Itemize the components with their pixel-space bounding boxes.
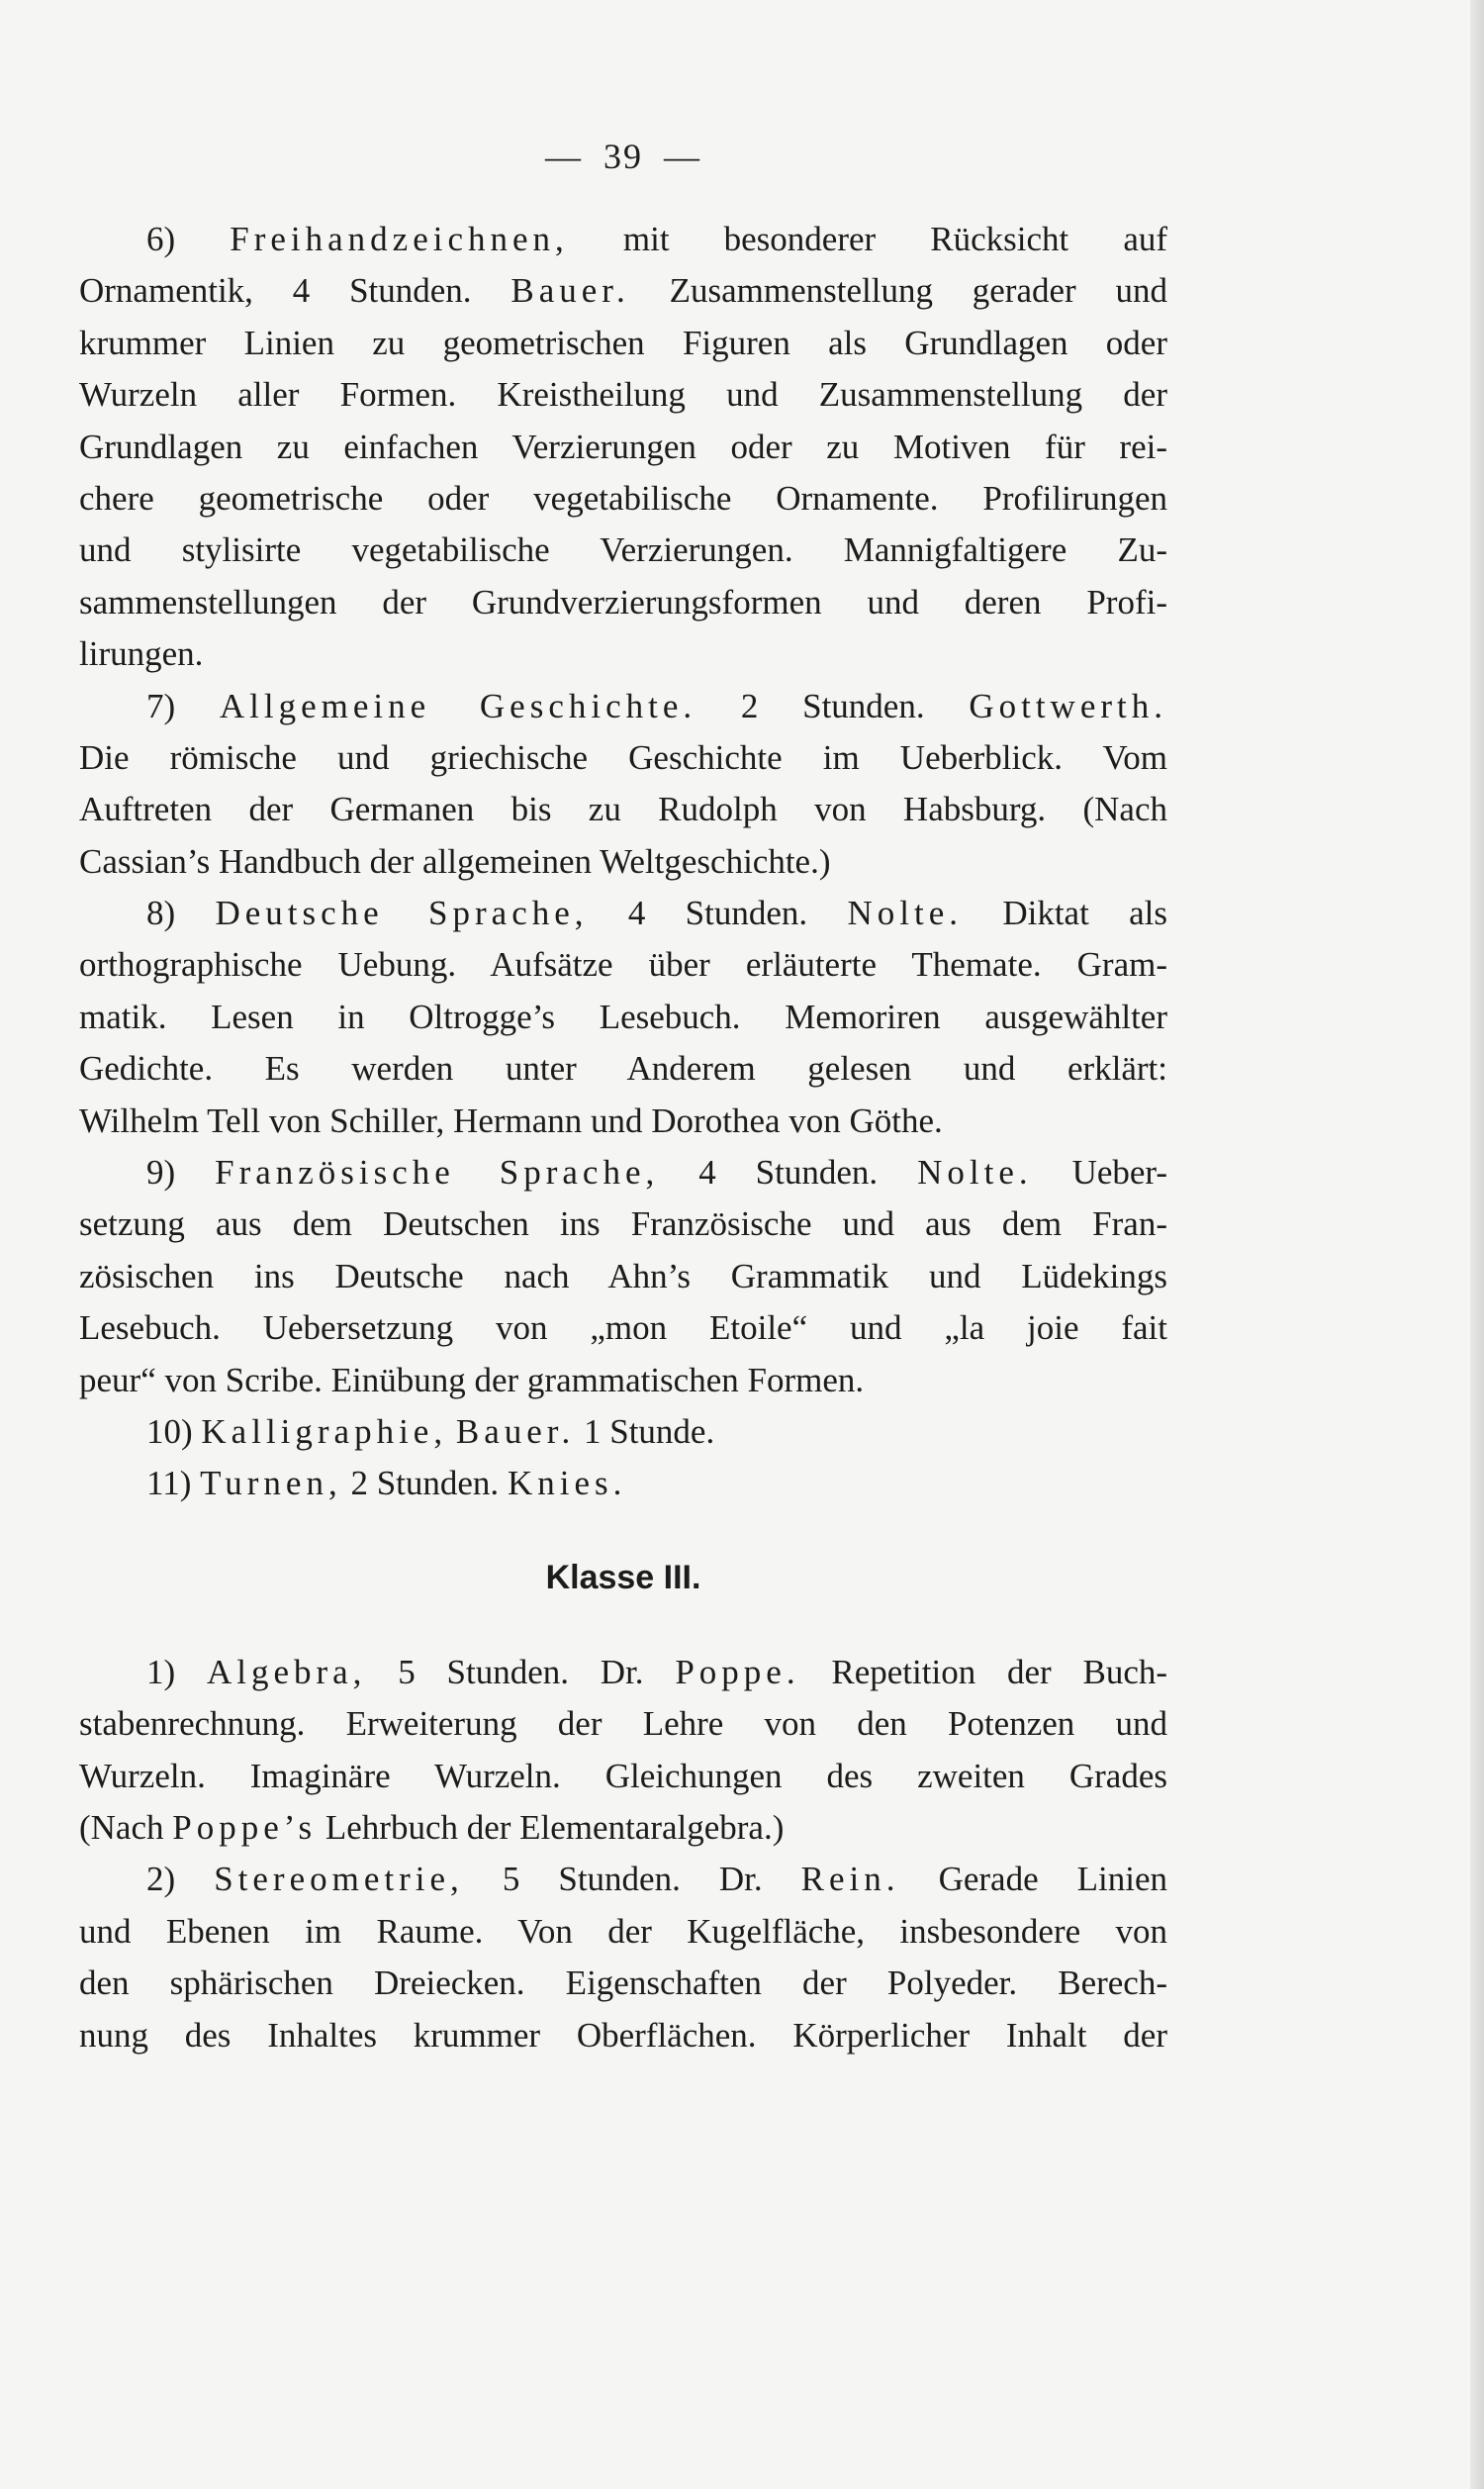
teacher-name: Knies.: [507, 1464, 627, 1503]
text-line: orthographische Uebung. Aufsätze über erläuterte Themate. Gram-: [79, 945, 1167, 985]
paragraph-stereometrie: [79, 1854, 1167, 2061]
item-number: 8): [146, 894, 176, 933]
item-number: 9): [146, 1153, 176, 1193]
subject-name: Kalligraphie,: [201, 1411, 448, 1451]
teacher-name: Gottwerth.: [969, 686, 1167, 725]
text-line: sammenstellungen der Grundverzierungsformen und deren Profi-: [79, 582, 1167, 622]
text-line: [79, 1854, 1167, 1905]
line-text: 2 Stunden.: [740, 686, 925, 725]
line-text: Lehrbuch der Elementaralgebra.): [325, 1807, 785, 1847]
line-text: mit besonderer Rücksicht auf: [622, 220, 1168, 258]
subject-name: Stereometrie,: [214, 1860, 464, 1899]
text-line: [79, 1802, 1167, 1854]
line-text: 1 Stunde.: [583, 1411, 715, 1451]
item-number: 10): [146, 1411, 193, 1451]
text-line: Wurzeln. Imaginäre Wurzeln. Gleichungen des zweiten Grades: [79, 1756, 1167, 1795]
text-line: Wilhelm Tell von Schiller, Hermann und Dorothea von Göthe.: [79, 1101, 943, 1140]
teacher-name: Poppe.: [675, 1652, 800, 1691]
text-line: setzung aus dem Deutschen ins Französische und aus dem Fran-: [79, 1204, 1167, 1244]
author-name: Poppe’s: [172, 1807, 318, 1847]
text-line: und Ebenen im Raume. Von der Kugelfläche, insbesondere von: [79, 1911, 1167, 1951]
text-line: [79, 265, 1167, 317]
text-line: matik. Lesen in Oltrogge’s Lesebuch. Memoriren ausgewählter: [79, 997, 1167, 1036]
teacher-name: Bauer.: [455, 1411, 576, 1451]
text-block: [79, 127, 1167, 2061]
line-text: Repetition der Buch-: [831, 1652, 1168, 1691]
line-text: 5 Stunden. Dr.: [502, 1860, 763, 1899]
text-line: [79, 1647, 1167, 1698]
paragraph-11-turnen: [79, 1458, 1167, 1509]
text-line: Gedichte. Es werden unter Anderem gelesen und erklärt:: [79, 1049, 1167, 1089]
section-heading: Klasse III.: [545, 1558, 701, 1596]
text-line: den sphärischen Dreiecken. Eigenschaften der Polyeder. Berech-: [79, 1963, 1167, 2003]
line-text: Zusammenstellung gerader und: [669, 271, 1167, 311]
text-line: Lesebuch. Uebersetzung von „mon Etoile“ und „la joie fait: [79, 1308, 1167, 1348]
text-line: zösischen ins Deutsche nach Ahn’s Grammatik und Lüdekings: [79, 1256, 1167, 1295]
text-line: Auftreten der Germanen bis zu Rudolph von Habsburg. (Nach: [79, 790, 1167, 829]
teacher-name: Nolte.: [847, 894, 963, 933]
item-number: 6): [146, 220, 176, 258]
subject-name: Deutsche Sprache,: [215, 894, 589, 933]
text-line: [79, 214, 1167, 265]
line-text: 4 Stunden.: [627, 894, 808, 933]
paragraph-algebra: [79, 1647, 1167, 1855]
line-text: (Nach: [79, 1807, 164, 1847]
text-line: Grundlagen zu einfachen Verzierungen oder zu Motiven für rei-: [79, 427, 1167, 466]
line-text: Ornamentik, 4 Stunden.: [79, 271, 472, 311]
teacher-name: Nolte.: [917, 1153, 1033, 1193]
page-edge: [1470, 0, 1484, 2489]
line-text: 5 Stunden. Dr.: [398, 1652, 644, 1691]
text-line: krummer Linien zu geometrischen Figuren als Grundlagen oder: [79, 323, 1167, 362]
line-text: Gerade Linien: [938, 1860, 1168, 1899]
text-line: stabenrechnung. Erweiterung der Lehre von den Potenzen und: [79, 1704, 1167, 1744]
item-number: 2): [146, 1860, 176, 1899]
paragraph-6-freihandzeichnen: [79, 214, 1167, 681]
item-number: 1): [146, 1652, 176, 1691]
page-number: — 39 —: [545, 137, 701, 176]
text-line: Cassian’s Handbuch der allgemeinen Weltgeschichte.): [79, 841, 831, 881]
text-line: [79, 681, 1167, 732]
text-line: peur“ von Scribe. Einübung der grammatischen Formen.: [79, 1360, 865, 1399]
teacher-name: Bauer.: [510, 271, 630, 311]
subject-name: Turnen,: [200, 1464, 342, 1503]
paragraph-9-franzoesisch: [79, 1147, 1167, 1406]
text-line: [79, 888, 1167, 939]
text-line: Die römische und griechische Geschichte im Ueberblick. Vom: [79, 737, 1167, 777]
item-number: 11): [146, 1464, 192, 1503]
paragraph-10-kalligraphie: [79, 1406, 1167, 1458]
paragraph-7-geschichte: [79, 681, 1167, 889]
text-line: lirungen.: [79, 634, 204, 674]
line-text: 2 Stunden.: [350, 1464, 500, 1503]
subject-name: Algebra,: [206, 1652, 367, 1691]
teacher-name: Rein.: [800, 1860, 900, 1899]
paragraph-8-deutsch: [79, 888, 1167, 1147]
subject-name: Allgemeine Geschichte.: [219, 686, 697, 725]
line-text: 4 Stunden.: [698, 1153, 879, 1193]
item-number: 7): [146, 686, 176, 725]
text-line: Wurzeln aller Formen. Kreistheilung und Zusammenstellung der: [79, 375, 1167, 415]
subject-name: Freihandzeichnen,: [230, 220, 569, 258]
line-text: Ueber-: [1071, 1153, 1168, 1193]
subject-name: Französische Sprache,: [215, 1153, 660, 1193]
text-line: und stylisirte vegetabilische Verzierungen. Mannigfaltigere Zu-: [79, 530, 1167, 570]
text-line: nung des Inhaltes krummer Oberflächen. Körperlicher Inhalt der: [79, 2015, 1167, 2055]
text-line: [79, 1147, 1167, 1198]
text-line: chere geometrische oder vegetabilische Ornamente. Profilirungen: [79, 478, 1167, 518]
line-text: Diktat als: [1002, 894, 1168, 933]
